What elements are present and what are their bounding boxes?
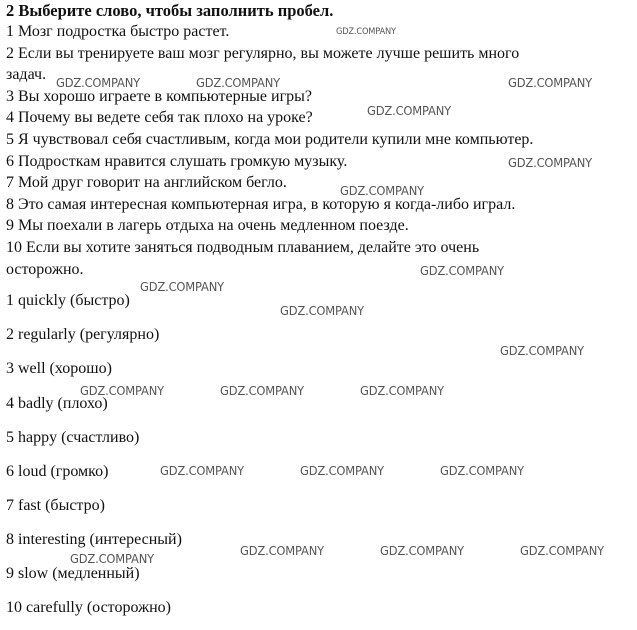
- sentence-2: 2 Если вы тренируете ваш мозг регулярно, вы можете лучше решить много: [6, 44, 520, 62]
- answer-7: 7 fast (быстро): [6, 497, 105, 514]
- answer-9: 9 slow (медленный): [6, 565, 140, 582]
- answer-4: 4 badly (плохо): [6, 395, 108, 412]
- watermark: GDZ.COMPANY: [140, 279, 224, 294]
- answer-3: 3 well (хорошо): [6, 360, 112, 377]
- sentence-3: 3 Вы хорошо играете в компьютерные игры?: [6, 87, 312, 105]
- watermark: GDZ.COMPANY: [420, 263, 504, 278]
- sentence-10-continued: осторожно.: [6, 260, 84, 278]
- watermark: GDZ.COMPANY: [340, 183, 424, 198]
- watermark: GDZ.COMPANY: [160, 463, 244, 478]
- answer-8: 8 interesting (интересный): [6, 531, 182, 548]
- watermark: GDZ.COMPANY: [56, 75, 140, 90]
- watermark: GDZ.COMPANY: [80, 383, 164, 398]
- sentence-2-continued: задач.: [6, 66, 47, 84]
- answer-5: 5 happy (счастливо): [6, 429, 140, 446]
- watermark: GDZ.COMPANY: [196, 75, 280, 90]
- watermark: GDZ.COMPANY: [508, 75, 592, 90]
- watermark: GDZ.COMPANY: [520, 543, 604, 558]
- watermark: GDZ.COMPANY: [220, 383, 304, 398]
- sentence-8: 8 Это самая интересная компьютерная игра, в которую я когда-либо играл.: [6, 195, 516, 213]
- sentence-list: [6, 21, 632, 280]
- watermark: GDZ.COMPANY: [336, 27, 396, 37]
- answer-6: 6 loud (громко): [6, 463, 109, 480]
- sentence-1: 1 Мозг подростка быстро растет.: [6, 23, 230, 40]
- watermark: GDZ.COMPANY: [500, 343, 584, 358]
- sentence-9: 9 Мы поехали в лагерь отдыха на очень медленном поезде.: [6, 217, 409, 235]
- watermark: GDZ.COMPANY: [360, 383, 444, 398]
- watermark: GDZ.COMPANY: [70, 551, 154, 566]
- sentence-7: 7 Мой друг говорит на английском бегло.: [6, 174, 287, 192]
- watermark: GDZ.COMPANY: [380, 543, 464, 558]
- watermark: GDZ.COMPANY: [280, 303, 364, 318]
- sentence-5: 5 Я чувствовал себя счастливым, когда мои родители купили мне компьютер.: [6, 130, 534, 148]
- sentence-6: 6 Подросткам нравится слушать громкую музыку.: [6, 152, 348, 170]
- answer-10: 10 carefully (осторожно): [6, 599, 172, 616]
- watermark: GDZ.COMPANY: [440, 463, 524, 478]
- watermark: GDZ.COMPANY: [240, 543, 324, 558]
- exercise-title: 2 Выберите слово, чтобы заполнить пробел.: [6, 1, 334, 20]
- watermark: GDZ.COMPANY: [508, 155, 592, 170]
- sentence-10: 10 Если вы хотите заняться подводным плаванием, делайте это очень: [6, 238, 480, 256]
- watermark: GDZ.COMPANY: [367, 103, 451, 118]
- answer-1: 1 quickly (быстро): [6, 292, 130, 309]
- answer-2: 2 regularly (регулярно): [6, 326, 160, 343]
- sentence-4: 4 Почему вы ведете себя так плохо на уроке?: [6, 109, 313, 127]
- watermark: GDZ.COMPANY: [300, 463, 384, 478]
